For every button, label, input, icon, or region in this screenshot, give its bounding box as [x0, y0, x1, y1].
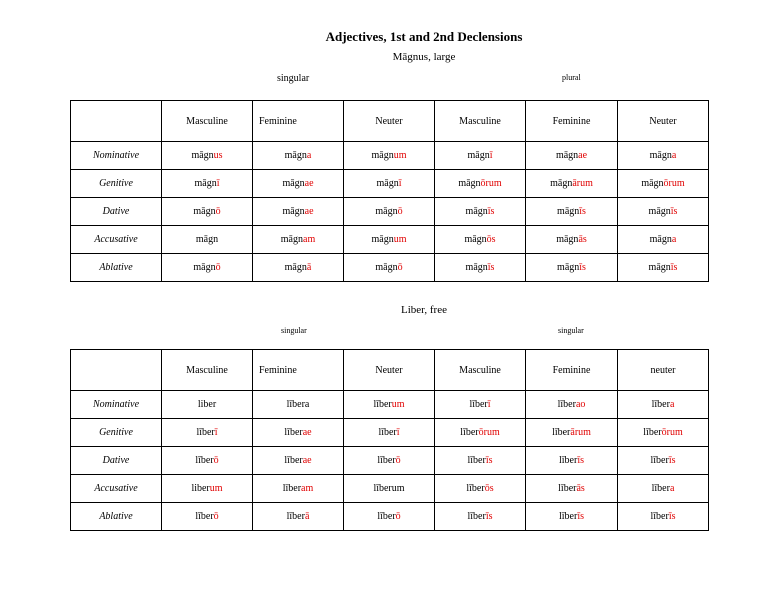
form-cell — [344, 226, 435, 254]
ending: ō — [213, 511, 219, 522]
ending: īs — [668, 455, 676, 466]
form-cell — [435, 391, 526, 419]
ending: ās — [576, 483, 585, 494]
stem: māgn — [648, 262, 671, 273]
case-label: Ablative — [71, 254, 162, 282]
ending: um — [209, 483, 223, 494]
stem: māgn — [557, 262, 580, 273]
stem: līber — [373, 399, 392, 410]
ending: ō — [395, 511, 401, 522]
form-cell — [618, 254, 709, 282]
stem: līber — [467, 455, 486, 466]
stem: māgn — [194, 178, 217, 189]
column-header: Masculine — [435, 350, 526, 391]
case-label: Accusative — [71, 226, 162, 254]
form-cell — [618, 198, 709, 226]
form-cell — [435, 475, 526, 503]
ending: ō — [397, 206, 403, 217]
table-body — [71, 101, 709, 282]
stem: māgn — [282, 178, 305, 189]
form-cell — [344, 503, 435, 531]
ending: ō — [215, 206, 221, 217]
form-cell — [162, 419, 253, 447]
case-label: Dative — [71, 198, 162, 226]
column-header: Neuter — [618, 101, 709, 142]
stem: māgn — [649, 234, 672, 245]
form-cell — [435, 142, 526, 170]
stem: māgn — [555, 150, 579, 161]
word-heading-magnus: Māgnus, large — [392, 51, 456, 63]
declension-table-magnus — [70, 100, 709, 282]
form-cell — [344, 198, 435, 226]
ending: a — [669, 399, 675, 410]
form-cell — [618, 226, 709, 254]
form-cell — [526, 254, 618, 282]
form-cell — [526, 475, 618, 503]
stem: māgn — [284, 262, 307, 273]
ending: īs — [577, 455, 584, 466]
form-cell — [618, 447, 709, 475]
ending: a — [306, 150, 312, 161]
stem: māgn — [282, 206, 305, 217]
stem: māgn — [193, 206, 216, 217]
form-cell — [435, 226, 526, 254]
stem: līber — [651, 483, 670, 494]
stem: līber — [559, 455, 578, 466]
corner-cell — [71, 101, 162, 142]
ending: ōs — [486, 234, 496, 245]
column-header: Neuter — [344, 350, 435, 391]
stem: māgn — [193, 262, 216, 273]
table-row — [71, 419, 709, 447]
form-cell — [435, 419, 526, 447]
stem: māgn — [376, 178, 399, 189]
ending: ōrum — [663, 178, 685, 189]
form-cell — [162, 503, 253, 531]
form-cell — [344, 142, 435, 170]
form-cell — [253, 226, 344, 254]
column-header: Neuter — [344, 101, 435, 142]
stem: māgn — [284, 150, 307, 161]
form-cell — [253, 503, 344, 531]
ending: um — [393, 150, 407, 161]
column-header: Masculine — [162, 101, 253, 142]
case-label: Nominative — [71, 142, 162, 170]
ending: um — [393, 234, 407, 245]
ending: ō — [215, 262, 221, 273]
ending: ao — [575, 399, 586, 410]
form-cell — [162, 198, 253, 226]
form-cell — [526, 170, 618, 198]
ending: ī — [216, 178, 220, 189]
form-cell — [618, 475, 709, 503]
form-cell — [435, 254, 526, 282]
ending: ōrum — [661, 427, 683, 438]
form-cell — [435, 170, 526, 198]
table-row — [71, 198, 709, 226]
form-cell — [162, 391, 253, 419]
form-cell — [435, 447, 526, 475]
table-row — [71, 254, 709, 282]
word-heading-liber: Liber, free — [401, 304, 447, 316]
ending: ae — [304, 206, 314, 217]
stem: māgn — [280, 234, 303, 245]
ending: um — [391, 399, 405, 410]
form-cell — [344, 254, 435, 282]
ending: a — [671, 234, 677, 245]
ending: īs — [487, 206, 495, 217]
case-label: Genitive — [71, 419, 162, 447]
case-label: Dative — [71, 447, 162, 475]
stem: līber — [557, 399, 576, 410]
form-cell — [344, 419, 435, 447]
stem: līber — [460, 427, 479, 438]
ending: ārum — [570, 427, 591, 438]
stem: māgn — [195, 234, 219, 245]
ending: īs — [487, 262, 495, 273]
ending: īs — [579, 262, 586, 273]
ending: ā — [304, 511, 310, 522]
stem: līber — [195, 511, 214, 522]
table-row — [71, 391, 709, 419]
ending: īs — [670, 206, 678, 217]
table-row — [71, 475, 709, 503]
ending: ōrum — [480, 178, 502, 189]
ending: ae — [302, 455, 312, 466]
page-title: Adjectives, 1st and 2nd Declensions — [325, 29, 523, 44]
table-row — [71, 142, 709, 170]
form-cell — [618, 170, 709, 198]
ending: us — [213, 150, 223, 161]
ending: ae — [578, 150, 588, 161]
form-cell — [253, 198, 344, 226]
table-row — [71, 447, 709, 475]
stem: līber — [559, 511, 578, 522]
corner-cell — [71, 350, 162, 391]
table-row — [71, 226, 709, 254]
form-cell — [526, 142, 618, 170]
form-cell — [162, 254, 253, 282]
form-cell — [618, 142, 709, 170]
ending: ō — [395, 455, 401, 466]
stem: māgn — [648, 206, 671, 217]
form-cell — [526, 226, 618, 254]
ending: īs — [668, 511, 676, 522]
form-cell — [162, 170, 253, 198]
label-singular: singular — [281, 326, 307, 335]
form-cell — [618, 391, 709, 419]
stem: māgn — [375, 206, 398, 217]
stem: līber — [651, 399, 670, 410]
ending: a — [669, 483, 675, 494]
table-row — [71, 503, 709, 531]
ending: ī — [487, 399, 491, 410]
stem: māgn — [458, 178, 481, 189]
stem: līber — [643, 427, 662, 438]
ending: ae — [302, 427, 312, 438]
case-label: Ablative — [71, 503, 162, 531]
stem: māgn — [467, 150, 490, 161]
ending: ā — [306, 262, 312, 273]
table-row — [71, 170, 709, 198]
form-cell — [344, 170, 435, 198]
stem: līber — [650, 455, 669, 466]
form-cell — [435, 503, 526, 531]
stem: līber — [284, 455, 303, 466]
label-plural: plural — [562, 73, 581, 82]
stem: līber — [196, 427, 215, 438]
form-cell — [618, 503, 709, 531]
form-cell — [618, 419, 709, 447]
column-header: Feminine — [253, 101, 344, 142]
label-singular: singular — [277, 73, 310, 84]
stem: līber — [558, 483, 577, 494]
form-cell — [162, 447, 253, 475]
form-cell — [162, 142, 253, 170]
ending: ō — [213, 455, 219, 466]
form-cell — [253, 170, 344, 198]
case-label: Genitive — [71, 170, 162, 198]
column-header: neuter — [618, 350, 709, 391]
ending: ō — [397, 262, 403, 273]
form-cell — [344, 447, 435, 475]
form-cell — [253, 447, 344, 475]
stem: māgn — [557, 206, 580, 217]
stem: līber — [650, 511, 669, 522]
form-cell — [344, 391, 435, 419]
column-header: Masculine — [435, 101, 526, 142]
ending: ōs — [484, 483, 494, 494]
ending: ae — [304, 178, 314, 189]
stem: māgn — [550, 178, 573, 189]
column-header: Masculine — [162, 350, 253, 391]
stem: līber — [195, 455, 214, 466]
form-cell — [344, 475, 435, 503]
stem: māgn — [556, 234, 579, 245]
stem: līber — [467, 511, 486, 522]
stem: līber — [282, 483, 302, 494]
ending: īs — [577, 511, 584, 522]
stem: liber — [191, 483, 210, 494]
table-body — [71, 350, 709, 531]
stem: māgn — [371, 234, 394, 245]
ending: ī — [398, 178, 402, 189]
stem: māgn — [375, 262, 398, 273]
ending: ās — [578, 234, 587, 245]
stem: māgn — [465, 206, 488, 217]
ending: īs — [485, 511, 493, 522]
case-label: Nominative — [71, 391, 162, 419]
stem: līberum — [373, 483, 405, 494]
form-cell — [162, 226, 253, 254]
stem: līber — [377, 455, 396, 466]
ending: am — [303, 234, 316, 245]
ending: ī — [396, 427, 400, 438]
stem: māgn — [465, 262, 488, 273]
ending: am — [301, 483, 314, 494]
form-cell — [253, 254, 344, 282]
column-header: Feminine — [253, 350, 344, 391]
case-label: Accusative — [71, 475, 162, 503]
form-cell — [435, 198, 526, 226]
stem: māgn — [641, 178, 664, 189]
ending: ī — [489, 150, 493, 161]
form-cell — [253, 391, 344, 419]
stem: līber — [377, 511, 396, 522]
stem: liber — [197, 399, 217, 410]
ending: ārum — [572, 178, 593, 189]
ending: īs — [670, 262, 678, 273]
stem: māgn — [649, 150, 672, 161]
ending: īs — [485, 455, 493, 466]
form-cell — [253, 419, 344, 447]
column-header: Feminine — [526, 350, 618, 391]
form-cell — [526, 419, 618, 447]
form-cell — [526, 503, 618, 531]
form-cell — [253, 475, 344, 503]
form-cell — [526, 447, 618, 475]
stem: līber — [469, 399, 488, 410]
ending: īs — [579, 206, 586, 217]
stem: līber — [286, 511, 305, 522]
label-singular-2: singular — [558, 326, 584, 335]
form-cell — [526, 198, 618, 226]
ending: a — [671, 150, 677, 161]
form-cell — [253, 142, 344, 170]
stem: līber — [552, 427, 571, 438]
header-row — [71, 350, 709, 391]
header-row — [71, 101, 709, 142]
form-cell — [526, 391, 618, 419]
form-cell — [162, 475, 253, 503]
ending: ōrum — [478, 427, 500, 438]
declension-table-liber — [70, 349, 709, 531]
ending: ī — [214, 427, 218, 438]
stem: māgn — [191, 150, 214, 161]
stem: lībera — [286, 399, 310, 410]
stem: māgn — [371, 150, 394, 161]
stem: māgn — [464, 234, 487, 245]
column-header: Feminine — [526, 101, 618, 142]
stem: līber — [378, 427, 397, 438]
stem: līber — [284, 427, 303, 438]
stem: līber — [466, 483, 485, 494]
